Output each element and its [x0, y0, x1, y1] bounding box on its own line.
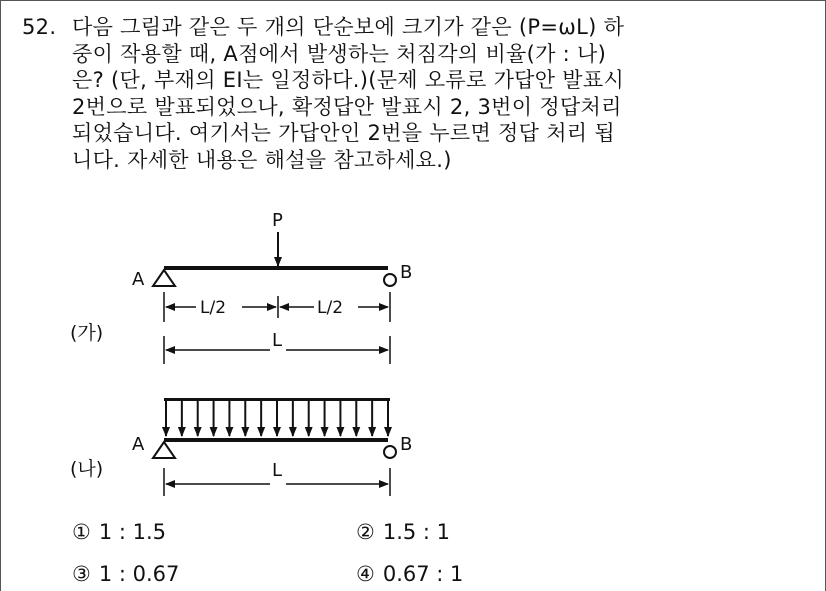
choice-1[interactable]: [72, 520, 166, 544]
choice-marker: ③: [72, 562, 91, 586]
choice-4[interactable]: [356, 562, 463, 586]
choice-text: 0.67 : 1: [382, 562, 464, 586]
figure-a-label: (가): [70, 322, 104, 344]
udl-top-line: [164, 398, 390, 401]
question-line: 니다. 자세한 내용은 해설을 참고하세요.): [72, 147, 452, 172]
support-a-label: A: [132, 434, 145, 455]
support-b-label: B: [400, 262, 413, 283]
choice-marker: ①: [72, 520, 91, 544]
choice-text: 1.5 : 1: [382, 520, 451, 544]
question-line: 다음 그림과 같은 두 개의 단순보에 크기가 같은 (P=ωL) 하: [72, 15, 625, 39]
choice-3[interactable]: [72, 562, 179, 586]
udl-arrows: [166, 401, 388, 436]
roller-support-b: [384, 274, 396, 286]
dim-half-right: L/2: [317, 298, 344, 318]
question-line: 되었습니다. 여기서는 가답안인 2번을 누르면 정답 처리 됩: [72, 121, 615, 145]
pin-support-a: [153, 270, 175, 286]
dim-half-left: L/2: [200, 298, 227, 318]
question-number: 52.: [22, 15, 57, 39]
dim-span-b: L: [272, 460, 283, 481]
choice-text: 1 : 1.5: [98, 520, 167, 544]
question-line: 은? (단, 부재의 EI는 일정하다.)(문제 오류로 가답안 발표시: [72, 68, 625, 92]
load-p-label: P: [272, 210, 283, 231]
question-line: 중이 작용할 때, A점에서 발생하는 처짐각의 비율(가 : 나): [72, 41, 607, 66]
pin-support-a: [153, 442, 175, 458]
roller-support-b: [384, 446, 396, 458]
choice-marker: ②: [356, 520, 375, 544]
dim-span-a: L: [272, 330, 283, 351]
choice-marker: ④: [356, 562, 375, 586]
choice-text: 1 : 0.67: [98, 562, 180, 586]
choice-2[interactable]: [356, 520, 450, 544]
question-line: 2번으로 발표되었으나, 확정답안 발표시 2, 3번이 정답처리: [72, 94, 622, 119]
figure-b-label: (나): [70, 458, 104, 480]
support-a-label: A: [132, 269, 145, 290]
support-b-label: B: [400, 434, 413, 455]
